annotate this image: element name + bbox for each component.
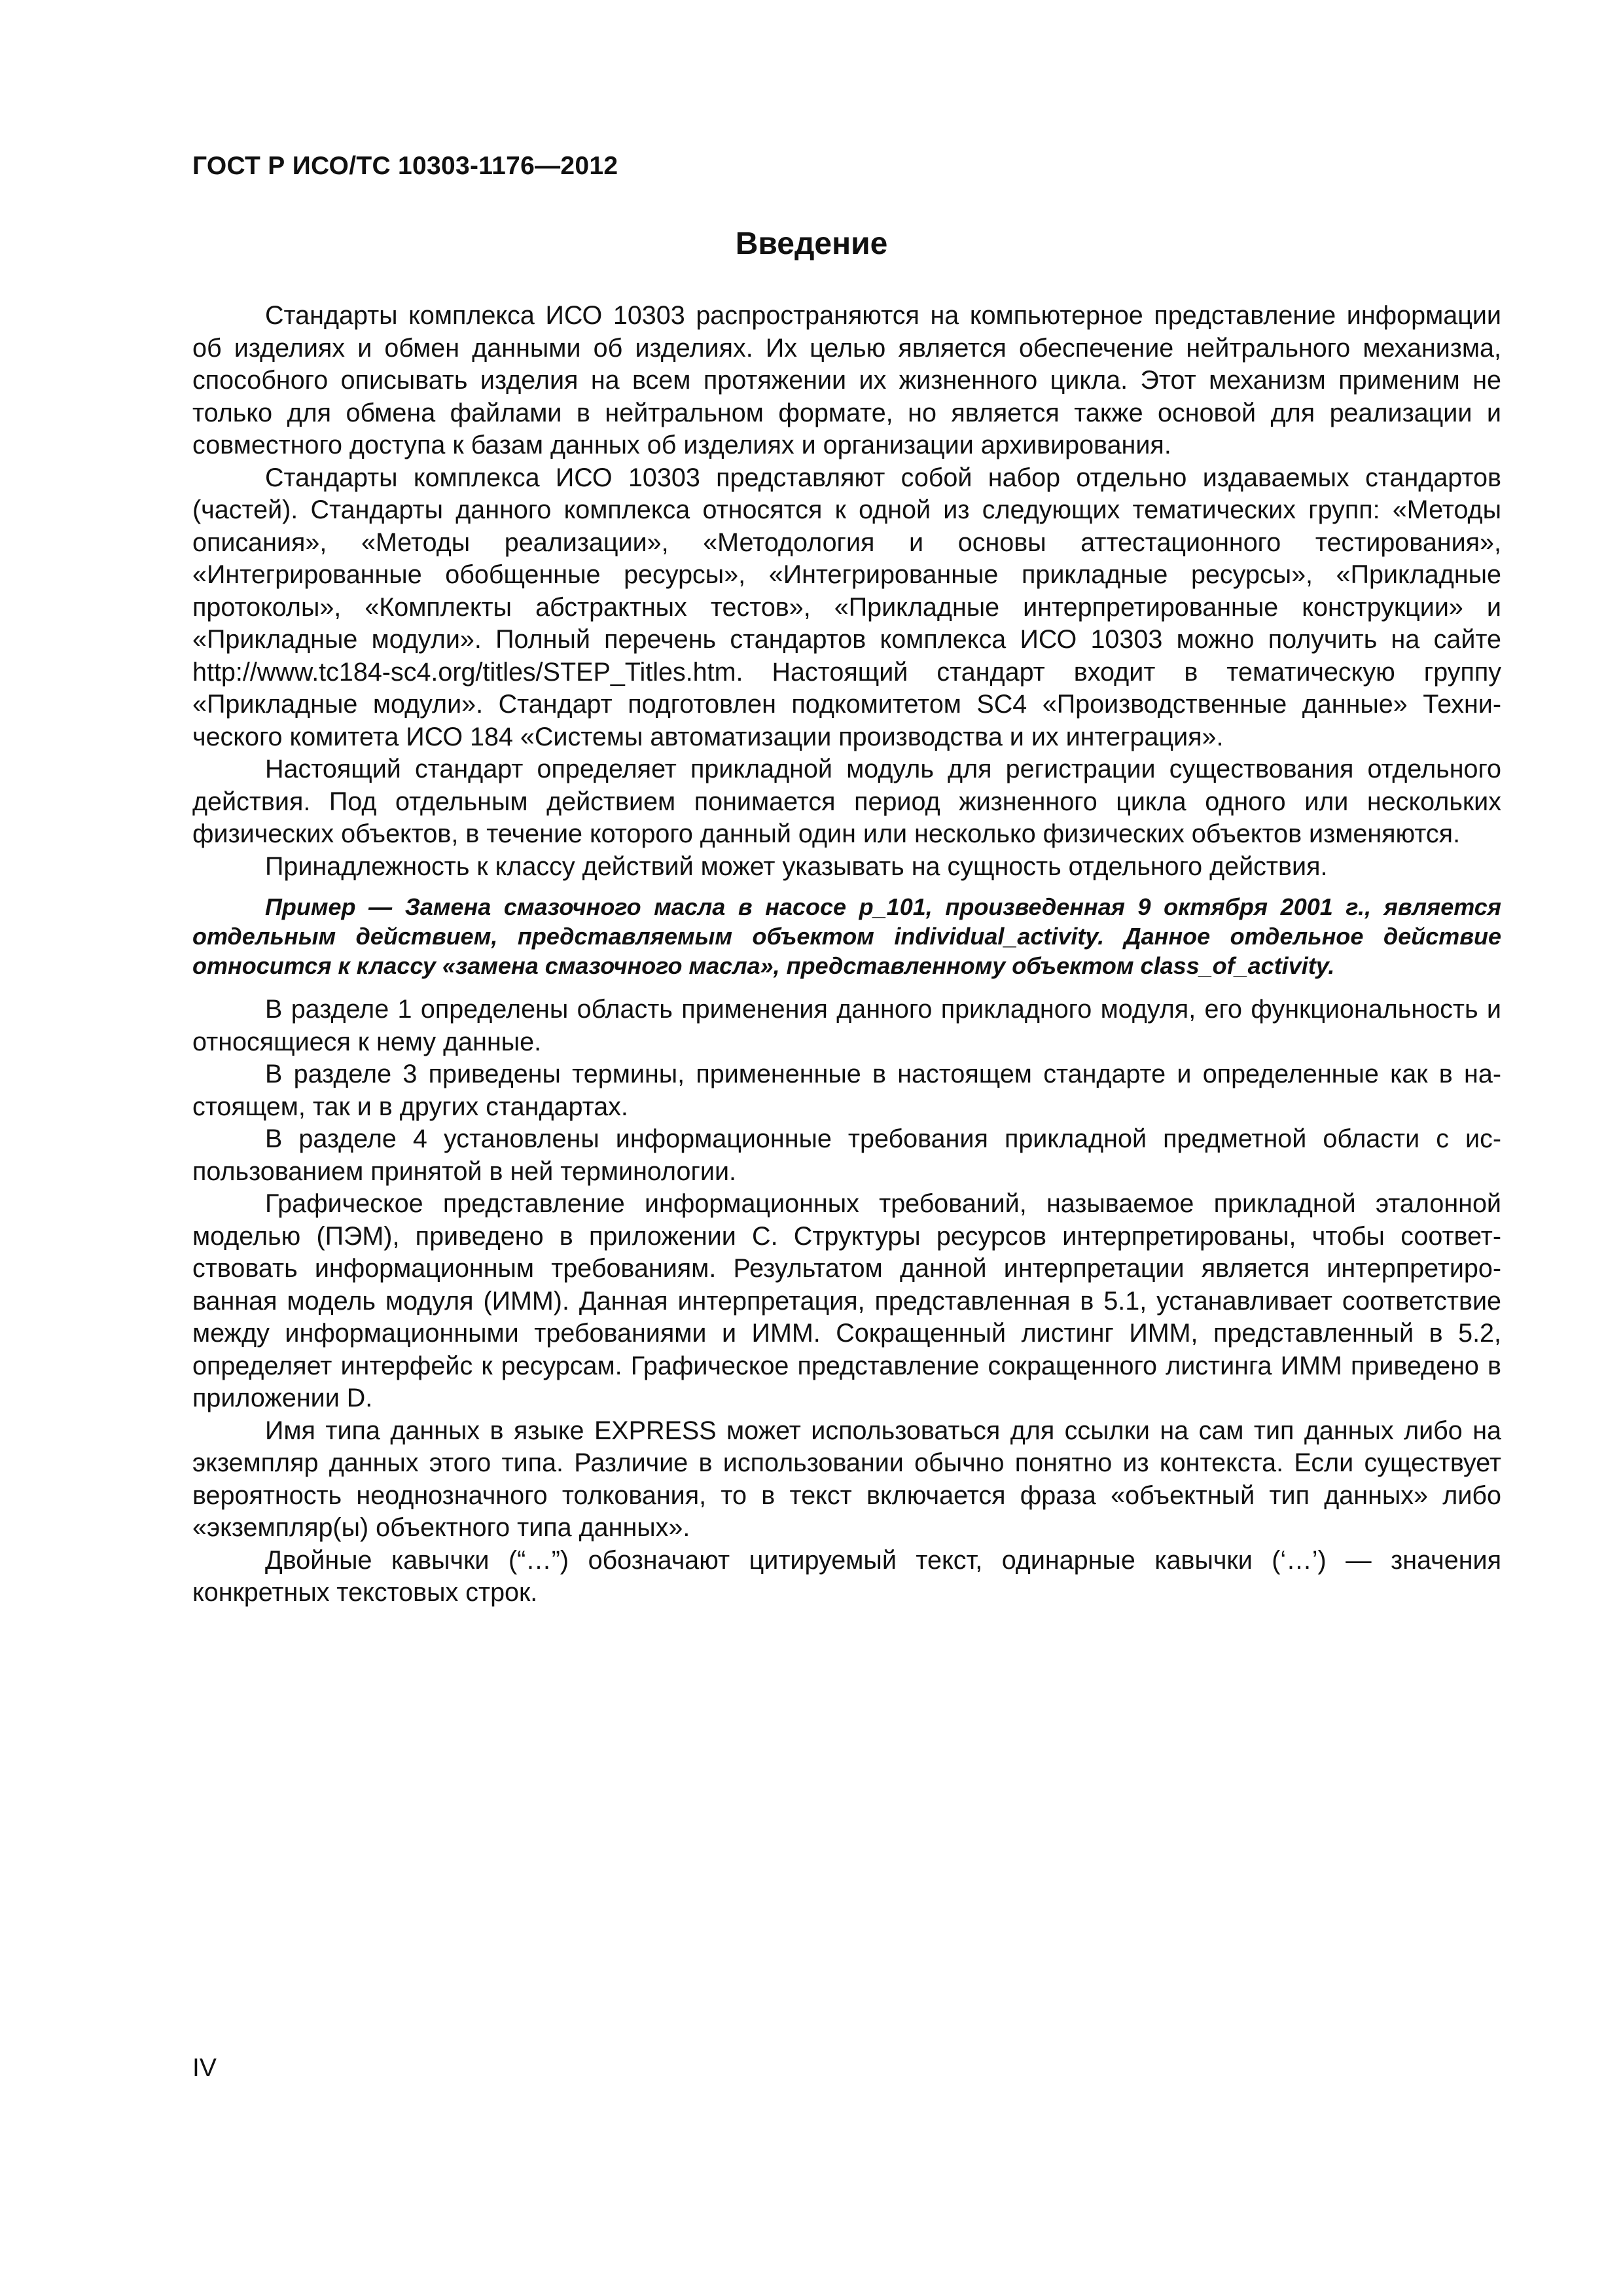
document-header: ГОСТ Р ИСО/ТС 10303-1176—2012 (192, 152, 618, 180)
paragraph: Графическое представление информационных требований, называемое прикладной эталонной моделью (ПЭМ), приведено в приложении С. Структуры ресурсов интерпретированы, чтобы соответствовать информационным требованиям. Результатом данной интерпретации является интерпретированная модель модуля (ИММ). Данная интерпретация, представленная в 5.1, устанавливает соответствие между информационными требованиями и ИММ. Сокращенный листинг ИММ, представленный в 5.2, определяет интерфейс к ресурсам. Графическое представление сокращенного листинга ИММ приведено в приложении D. (192, 1189, 1501, 1412)
paragraph: Стандарты комплекса ИСО 10303 распространяются на компьютерное представление информации об изделиях и обмен данными об изделиях. Их целью является обеспечение нейтрального механизма, способного описывать изделия на всем протяжении их жизненного цикла. Этот механизм применим не только для обмена файлами в нейтральном формате, но является также основой для реализации и совместного доступа к базам данных об изделиях и организации архивирования. (192, 301, 1501, 459)
paragraph: В разделе 1 определены область применения данного прикладного модуля, его функциональность и относящиеся к нему данные. (192, 995, 1501, 1056)
paragraph: Имя типа данных в языке EXPRESS может использоваться для ссылки на сам тип данных либо на экземпляр данных этого типа. Различие в использовании обычно понятно из контекста. Если существует вероятность неоднозначного толкования, то в текст включается фраза «объектный тип данных» либо «экземпляр(ы) объектного типа данных». (192, 1416, 1501, 1542)
paragraph: Двойные кавычки (“…”) обозначают цитируемый текст, одинарные кавычки (‘…’) — значения конкретных текстовых строк. (192, 1545, 1501, 1607)
body-text (192, 300, 1501, 1609)
example-note: Пример — Замена смазочного масла в насосе p_101, произведенная 9 октября 2001 г., является отдельным действием, представляемым объектом individual_activity. Данное отдельное действие относится к классу «замена смазочного масла», представленному объектом class_of_activity. (192, 893, 1501, 979)
paragraph: Настоящий стандарт определяет прикладной модуль для регистрации существования отдельного действия. Под отдельным действием понимается период жизненного цикла одного или нескольких физических объектов, в течение которого данный один или несколько физических объектов изменяются. (192, 755, 1501, 848)
page-title: Введение (735, 226, 888, 261)
paragraph: В разделе 3 приведены термины, примененные в настоящем стандарте и определенные как в настоящем, так и в других стандартах. (192, 1060, 1501, 1121)
paragraph: Стандарты комплекса ИСО 10303 представляют собой набор отдельно издаваемых стандартов (частей). Стандарты данного комплекса относятся к одной из следующих тематических групп: «Методы описания», «Методы реализации», «Методология и основы аттестационного тестирования», «Интегрированные обобщенные ресурсы», «Интегрированные прикладные ресурсы», «Прикладные протоколы», «Комплекты абстрактных тестов», «Прикладные интерпретированные конструкции» и «Прикладные модули». Полный перечень стандартов комплекса ИСО 10303 можно получить на сайте http://www.tc184-sc4.org/titles/STEP_Titles.htm. Настоящий стандарт входит в тематическую группу «Прикладные модули». Стандарт подготовлен подкомитетом SC4 «Производственные данные» Технического комитета ИСО 184 «Системы автоматизации производства и их интеграция». (192, 463, 1501, 751)
paragraph: В разделе 4 установлены информационные требования прикладной предметной области с использованием принятой в ней терминологии. (192, 1124, 1501, 1186)
paragraph: Принадлежность к классу действий может указывать на сущность отдельного действия. (265, 852, 1328, 881)
page-number: IV (192, 2054, 217, 2082)
